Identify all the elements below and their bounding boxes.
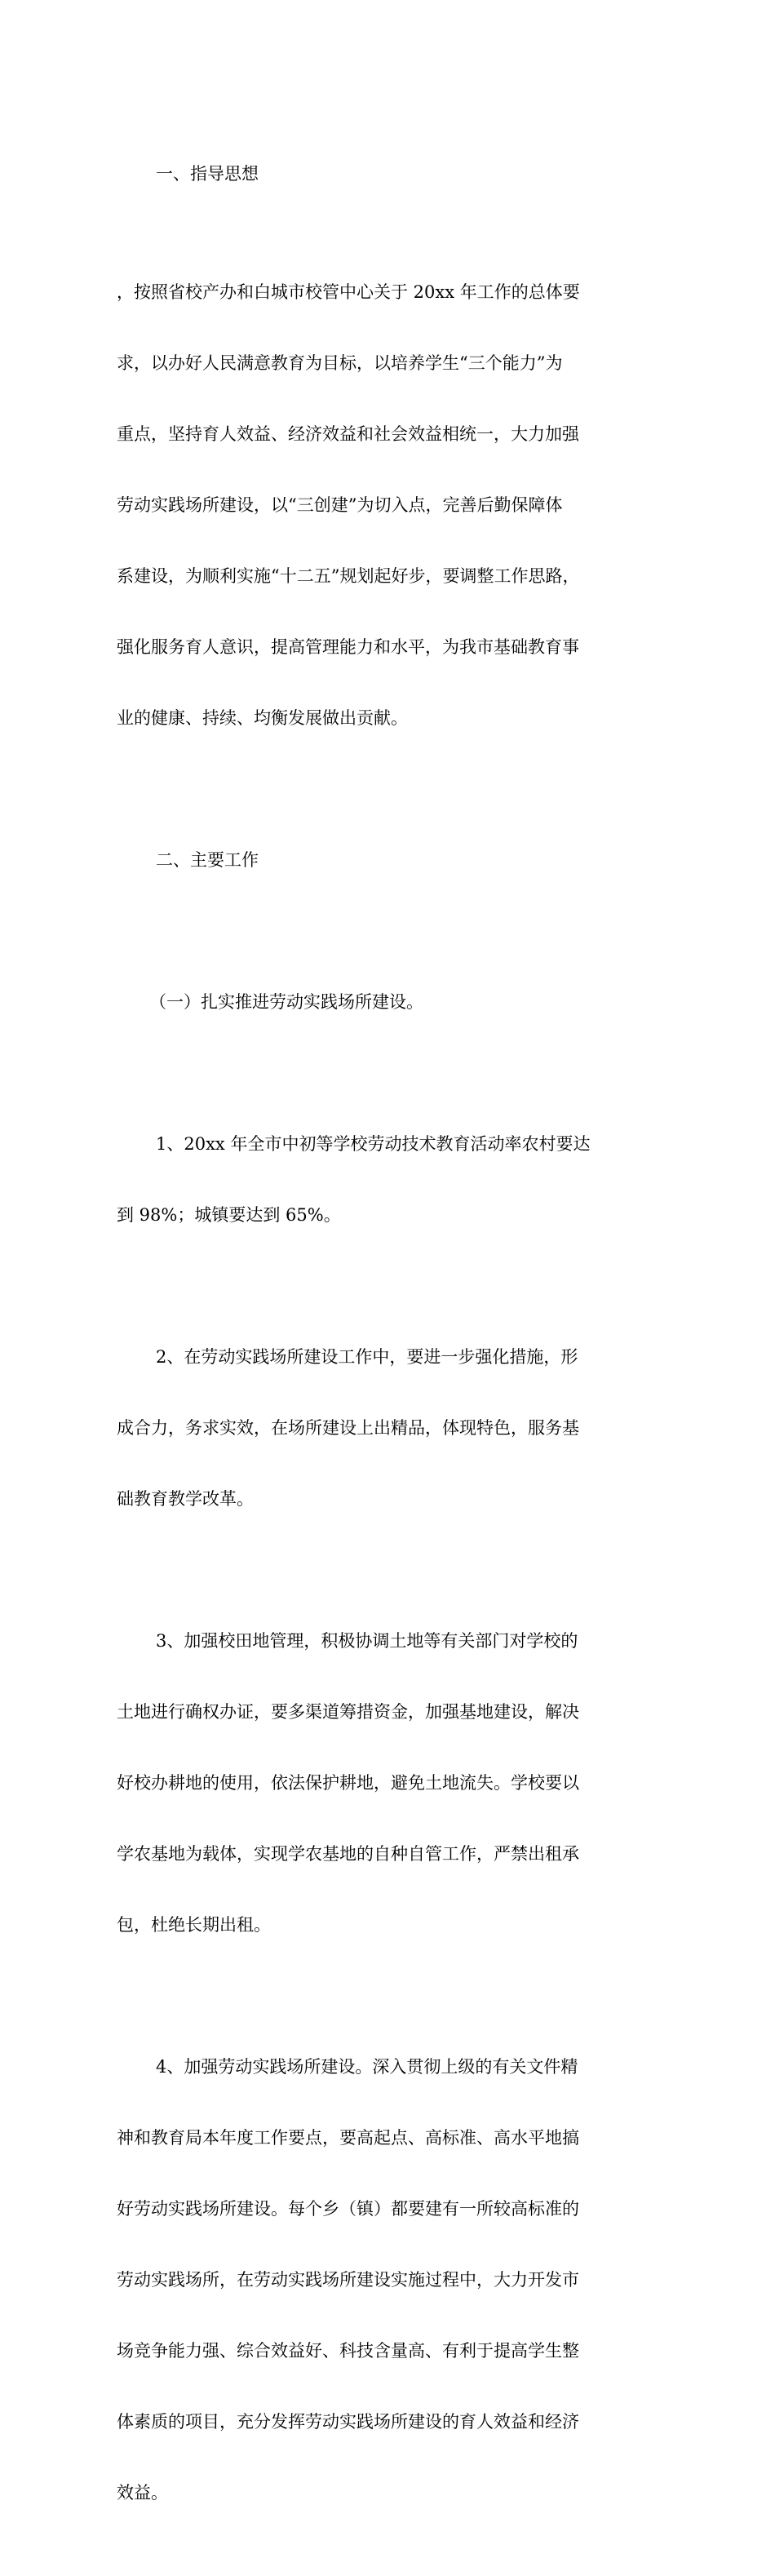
text-line: 土地进行确权办证，要多渠道筹措资金，加强基地建设，解决 [117, 1702, 579, 1722]
text-line: 好劳动实践场所建设。每个乡（镇）都要建有一所较高标准的 [117, 2199, 579, 2219]
text-line: 1、20xx 年全市中初等学校劳动技术教育活动率农村要达 [156, 1134, 591, 1154]
text-line: 神和教育局本年度工作要点，要高起点、高标准、高水平地搞 [117, 2128, 579, 2148]
text-line: 好校办耕地的使用，依法保护耕地，避免土地流失。学校要以 [117, 1773, 579, 1793]
section-heading-main-work [117, 801, 680, 920]
section-heading-guiding-thought [117, 115, 680, 233]
subheading-text: （一）扎实推进劳动实践场所建设。 [149, 992, 423, 1012]
text-line: 场竞争能力强、综合效益好、科技含量高、有利于提高学生整 [117, 2341, 579, 2361]
text-line: 重点，坚持育人效益、经济效益和社会效益相统一，大力加强 [117, 424, 579, 444]
paragraph-guiding-thought [117, 233, 680, 778]
subheading-labor-practice [117, 943, 680, 1062]
text-line: 系建设，为顺利实施“十二五”规划起好步，要调整工作思路， [117, 566, 580, 586]
heading-text: 一、指导思想 [156, 164, 259, 184]
list-item-4 [117, 2008, 680, 2552]
text-line: 效益。 [117, 2483, 168, 2503]
text-line: 求，以办好人民满意教育为目标，以培养学生“三个能力”为 [117, 353, 563, 373]
heading-text: 二、主要工作 [156, 850, 259, 870]
text-line: 强化服务育人意识，提高管理能力和水平，为我市基础教育事 [117, 637, 579, 657]
text-line: 到 98%；城镇要达到 65%。 [117, 1205, 341, 1225]
text-line: 劳动实践场所建设，以“三创建”为切入点，完善后勤保障体 [117, 495, 563, 515]
text-line: 成合力，务求实效，在场所建设上出精品，体现特色，服务基 [117, 1418, 579, 1438]
list-item-1 [117, 1085, 680, 1275]
text-line: 3、加强校田地管理，积极协调土地等有关部门对学校的 [156, 1631, 578, 1651]
document-body [117, 115, 680, 2576]
text-line: 业的健康、持续、均衡发展做出贡献。 [117, 708, 408, 728]
text-line: 体素质的项目，充分发挥劳动实践场所建设的育人效益和经济 [117, 2412, 579, 2432]
text-line: 2、在劳动实践场所建设工作中，要进一步强化措施，形 [156, 1347, 578, 1367]
text-line: 学农基地为载体，实现学农基地的自种自管工作，严禁出租承 [117, 1844, 579, 1864]
text-line: ，按照省校产办和白城市校管中心关于 20xx 年工作的总体要 [117, 282, 580, 302]
text-line: 劳动实践场所，在劳动实践场所建设实施过程中，大力开发市 [117, 2270, 579, 2290]
text-line: 4、加强劳动实践场所建设。深入贯彻上级的有关文件精 [156, 2057, 578, 2077]
text-line: 包，杜绝长期出租。 [117, 1915, 271, 1935]
list-item-2 [117, 1298, 680, 1558]
text-line: 础教育教学改革。 [117, 1489, 254, 1509]
list-item-3 [117, 1582, 680, 1984]
